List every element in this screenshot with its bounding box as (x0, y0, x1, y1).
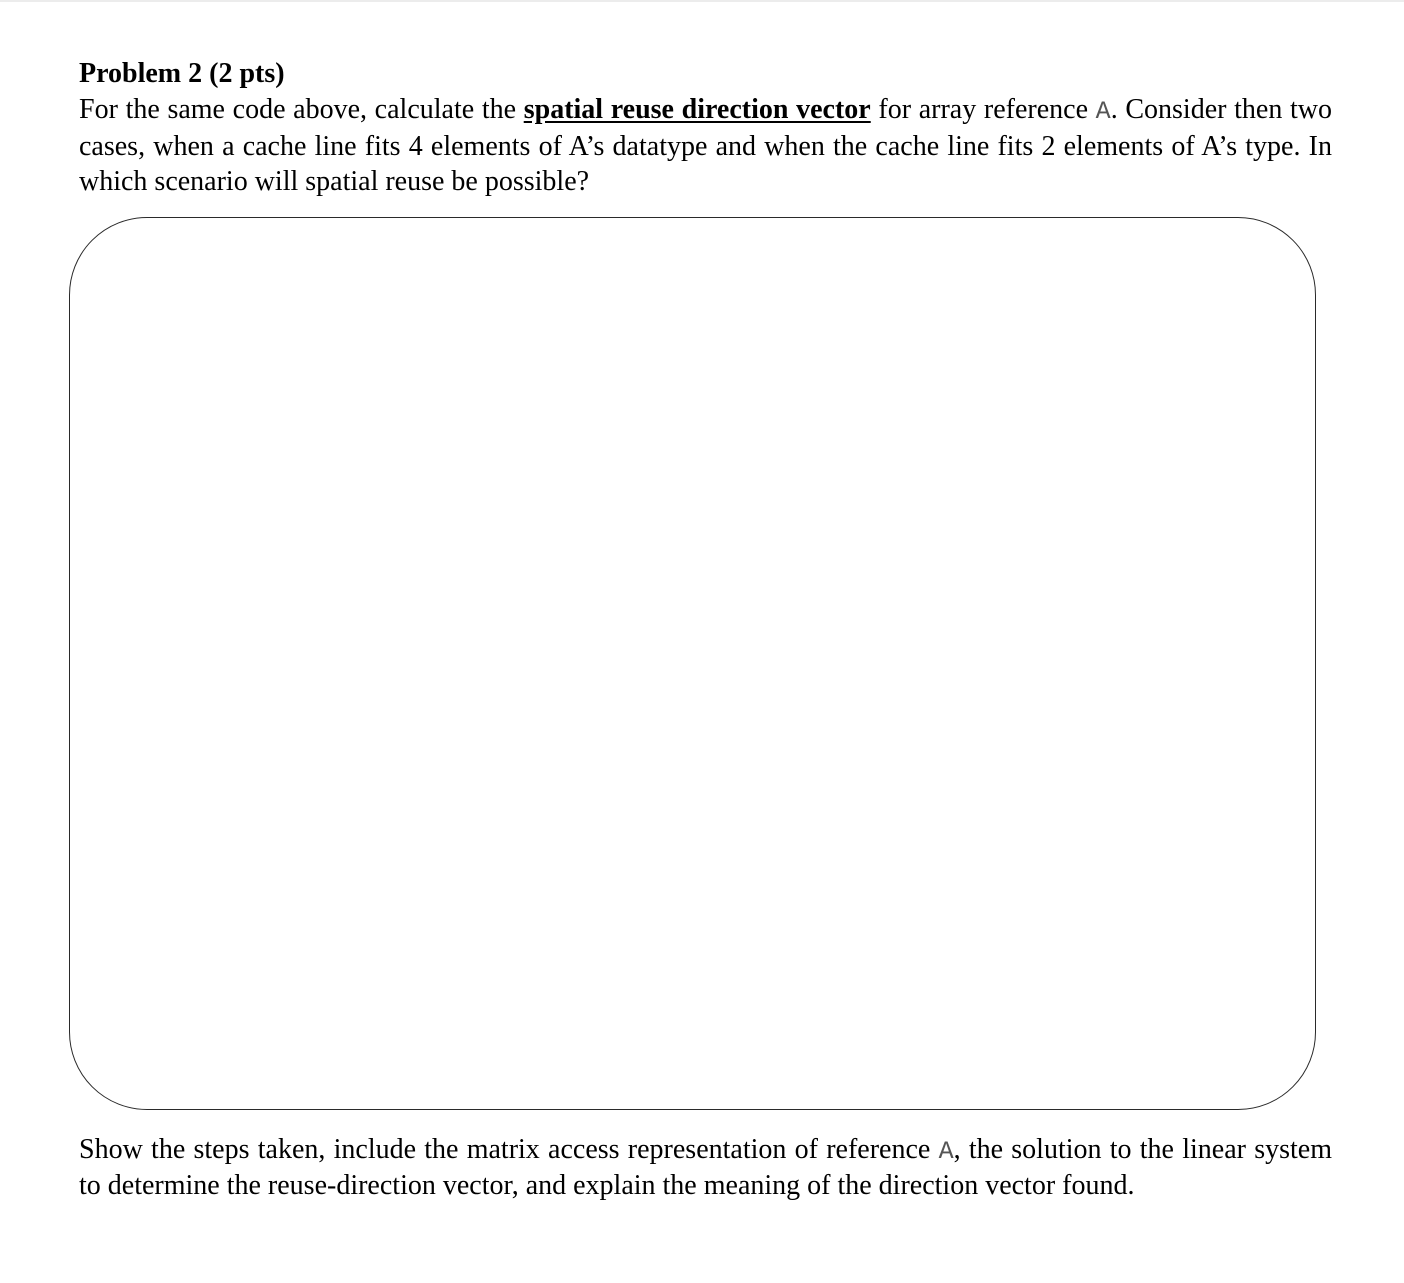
problem-intro-text: For the same code above, calculate the (79, 94, 524, 125)
answer-instructions (79, 1133, 1332, 1203)
emphasized-term: spatial reuse direction vector (523, 94, 871, 125)
problem-description (79, 92, 1332, 199)
instructions-rest-text: , the solution to the linear system to determine the reuse-direction vector, and explain the meaning of the direction vector found. (79, 1134, 1332, 1201)
instructions-intro-text: Show the steps taken, include the matrix access representation of reference (79, 1134, 939, 1165)
answer-box[interactable] (69, 217, 1316, 1110)
problem-title: Problem 2 (2 pts) (79, 58, 285, 89)
page-top-edge (0, 0, 1404, 2)
problem-mid-text: for array reference (870, 94, 1096, 125)
problem-statement (79, 56, 1332, 199)
array-reference-code: A (938, 1137, 954, 1166)
array-reference-code: A (1095, 97, 1111, 126)
problem-rest-text: . Consider then two cases, when a cache line fits 4 elements of A’s datatype and when the cache line fits 2 elements of A’s type. In which scenario will spatial reuse be possible? (79, 94, 1333, 197)
